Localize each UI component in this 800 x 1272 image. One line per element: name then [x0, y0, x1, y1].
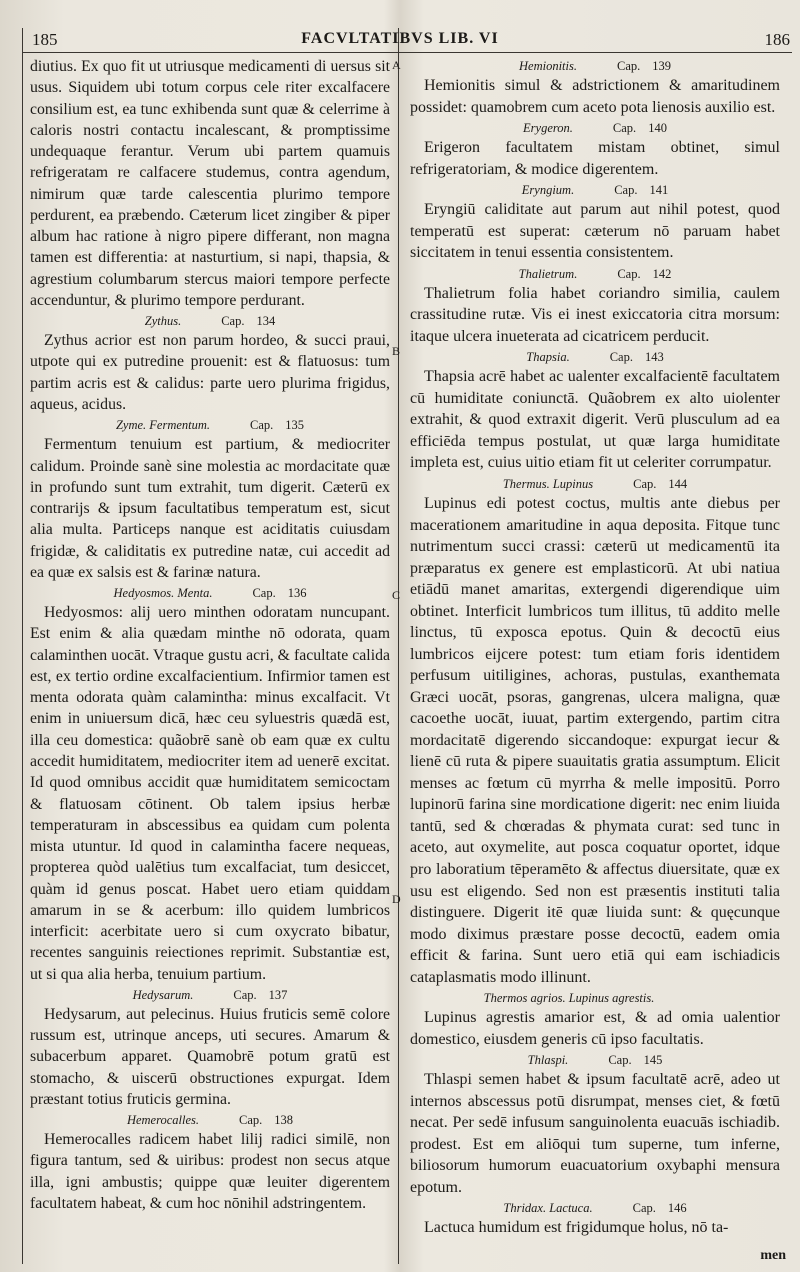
chapter-label: Cap.: [616, 59, 641, 73]
chapter-title: Thermos agrios. Lupinus agrestis.: [483, 991, 655, 1006]
chapter-title: Erygeron.: [523, 121, 573, 136]
chapter-number: 141: [649, 183, 669, 198]
chapter-heading: [30, 416, 390, 434]
margin-letter-a: A: [392, 58, 401, 72]
chapter-label: Cap.: [250, 418, 274, 433]
running-header: [0, 30, 800, 52]
chapter-title: Hedysarum.: [132, 987, 194, 1002]
chapter-title: Eryngium.: [521, 183, 575, 198]
chapter-label: Cap.: [608, 1053, 632, 1068]
chapter-text: Hemerocalles radicem habet lilij radici similē, non figura tantum, sed & uiribus: prodest non secus atque illa, igni ambustis; quippe quæ leuiter digerentem facultatem habeat, & cum hoc nōnihil adstringentem.: [30, 1131, 390, 1213]
chapter-label: Cap.: [617, 266, 641, 281]
chapter-number: 134: [256, 314, 276, 329]
chapter-number: 140: [648, 121, 667, 136]
chapter-text: Thlaspi semen habet & ipsum facultatē acrē, adeo ut internos abscessus potū disrumpat, menses ciet, & fœtū necat. Per sedē infusum sanguinolenta euacuās ischiadib. prodest. Est em aliōqui tum superne, tum inferne, biliosorum humorum euacuatorium oxybaphi mensura epotum.: [410, 1071, 780, 1196]
chapter-title: Zyme. Fermentum.: [115, 418, 211, 433]
chapter-number: 144: [668, 476, 688, 491]
chapter-text: Hedyosmos: alij uero minthen odoratam nuncupant. Est enim & alia quædam minthe nō odorata, quam calaminthen uocāt. Vtraque gustu acri, & facultate calida est, ex tertio ordine excalfacientium. Infirmior tamen est menta odorata quàm calamintha: minus excalfacit. Vt enim in uniuersum dicā, hæc ceu syluestris quædā est, illa ceu domestica: quãobrē sanè ob eam quæ ex cultu accedit humiditatem, mediocriter item ad uenerē excitat. Id quod omnibus accidit quæ humiditatem semicoctam & flatuosam cōtinent. Ob talem ipsius herbæ temperaturam in abscessibus ea quidam cum polenta mista utuntur. Id quod in calamintha facere nequeas, propterea quòd ualētius tum excalfaciat, tum desiccet, quàm id genus poscat. Habet uero etiam quiddam amarum in se & acerbum: illo quidem lumbricos interficit: acerbitate uero si cum oxycrato bibatur, recentes sanguinis reiectiones reprimit. Substantiæ est, ut si qua alia herba, tenuium partium.: [30, 604, 390, 983]
chapter-title: Zythus.: [144, 314, 182, 329]
left-page-number: 185: [32, 30, 58, 49]
chapter-title: Thridax. Lactuca.: [503, 1201, 593, 1216]
chapter-label: Cap.: [221, 314, 245, 329]
chapter-title: Hemionitis.: [519, 59, 577, 73]
left-border-rule: [22, 28, 23, 1264]
chapter-text: Erigeron facultatem mistam obtinet, simul refrigeratoriam, & modice digerentem.: [410, 139, 780, 178]
margin-letter-d: D: [392, 892, 401, 906]
chapter-heading: [410, 1199, 780, 1217]
continuation-text: diutius. Ex quo fit ut utriusque medicamenti di uersus sit usus. Siquidem ubi totum corpus cele riter excalfacere consilium est, ea tunc exhibenda sunt quæ & celerrime à caloris nostri contactu incalescant, & promptissime undequaque ferantur. Verum ubi partem quamuis refrigeratam re calfacere studemus, contra agendum, nimirum quæ tarde calescentia plurimo tempore perdurent, ea præbendo. Cæterum licet zingiber & piper album hac ratione à nigro pipere differant, non magna tamen est differentia: at nasturtium, si napi, thapsia, & agrestium columbarum stercus maiori tempore perfecte accenduntur, & plurimo tempore perdurant.: [30, 58, 390, 309]
chapter-text: Lactuca humidum est frigidumque holus, nō ta-: [424, 1219, 729, 1237]
chapter-text: Hemionitis simul & adstrictionem & amaritudinem possidet: quamobrem cum aceto pota lienosis auxilio est.: [410, 77, 780, 116]
right-entries: [410, 57, 780, 1239]
chapter-heading: [30, 312, 390, 330]
chapter-text: Fermentum tenuium est partium, & mediocriter calidum. Proinde sanè sine molestia ac mordacitate quæ in profundo sunt tum extrahit, tum digerit. Cæterū ex contrarijs & ipsum facultatibus temperatum est, sicut alia multa. Particeps nanque est aciditatis cuiusdam frigidæ, & caliditatis ex putredine natæ, cui accedit ad ea quæ ex salsis est & farinæ natura.: [30, 436, 390, 581]
chapter-title: Thapsia.: [526, 350, 570, 365]
chapter-heading: [30, 1111, 390, 1129]
chapter-text: Hedysarum, aut pelecinus. Huius fruticis semē colore russum est, utrinque anceps, uti secures. Amarum & subacerbum apparet. Quamobrē potum gratū est stomacho, & uiscerū obstructiones expurgat. Idem præstant totius fruticis germina.: [30, 1005, 390, 1108]
chapter-label: Cap.: [609, 350, 633, 365]
chapter-label: Cap.: [632, 1201, 656, 1216]
chapter-label: Cap.: [633, 476, 657, 491]
chapter-number: 143: [644, 350, 664, 365]
header-rule: [22, 52, 792, 53]
chapter-number: 138: [274, 1113, 294, 1128]
chapter-label: Cap.: [233, 987, 257, 1002]
right-page-number: 186: [764, 30, 790, 49]
left-entries: [30, 312, 390, 1214]
chapter-heading: [410, 348, 780, 366]
chapter-heading: [30, 584, 390, 602]
chapter-heading: [410, 475, 780, 493]
chapter-text: Eryngiū caliditate aut parum aut nihil potest, quod temperatū est superat: cæterum nō paruam habet siccitatem in tenui essentia consistentem.: [410, 201, 780, 262]
chapter-title: Thermus. Lupinus: [502, 476, 594, 491]
chapter-heading: [410, 181, 780, 199]
column-divider-rule: [398, 28, 399, 1264]
chapter-heading: [410, 989, 780, 1007]
chapter-text: Zythus acrior est non parum hordeo, & succi praui, utpote qui ex putredine prouenit: est & flatuosus: tum partim acris est & calidus: parte uero plurima frigidus, aqueus, acidus.: [30, 332, 390, 413]
chapter-heading: [30, 986, 390, 1004]
chapter-title: Thlaspi.: [527, 1053, 569, 1068]
chapter-text: Thalietrum folia habet coriandro similia, caulem crassitudine rutæ. Vis ei inest exiccatoria citra morsum: itaque ulcera inueterata ad cicatricem perducit.: [410, 284, 780, 345]
right-column: [410, 56, 780, 1240]
chapter-title: Hemerocalles.: [126, 1113, 200, 1128]
chapter-label: Cap.: [239, 1113, 263, 1128]
chapter-heading: [410, 57, 780, 75]
chapter-text: Lupinus agrestis amarior est, & ad omia ualentior domestico, eiusdem generis cū ipso facultatis.: [410, 1009, 780, 1048]
catchword: men: [760, 1248, 786, 1263]
chapter-label: Cap.: [612, 121, 637, 136]
left-column: [30, 56, 390, 1215]
chapter-heading: [410, 1051, 780, 1069]
chapter-text: Thapsia acrē habet ac ualenter excalfacientē facultatem cū humiditate coniunctā. Quãobrem ex alto uiolenter extrahit, & quod extraxit digerit. Verū plusculum ad ea efficiēda tempus postulat, ut quæ larga humiditate impleta est, cuius uitio etiam fit ut celeriter corrumpatur.: [410, 368, 780, 472]
margin-letter-c: C: [392, 588, 401, 602]
chapter-label: Cap.: [252, 586, 276, 601]
chapter-heading: [410, 119, 780, 137]
chapter-number: 135: [285, 418, 305, 433]
chapter-number: 146: [667, 1201, 687, 1216]
chapter-heading: [410, 265, 780, 283]
chapter-label: Cap.: [614, 183, 638, 198]
margin-letter-b: B: [392, 344, 401, 358]
running-title: FACVLTATIBVS LIB. VI: [301, 30, 499, 47]
chapter-text: Lupinus edi potest coctus, multis ante diebus per macerationem amaritudine in aqua deposita. Fitque tunc nutrimentum succi crassi: cæterū ut medicamentū ita præparatus ex genere est emplasticorū. At ubi natiua etiādū manet amaritas, extergendi digerendique uim obtinet. Interficit lumbricos tum illitus, tū addito melle linctus, tū exposca epotus. Quin & decoctū eius lumbricos eijcere potest: tum etiam foris identidem perfusum uitiligines, achoras, pustulas, exanthemata Græci uocāt, psoras, gangrenas, ulcera maligna, quæ cacoethe uocāt, iuuat, partim extergendo, partim citra mordacitatē digerendo siccandoque: expurgat iecur & lienē cū ruta & pipere suauitatis gratia assumptum. Elicit menses ac fœtum cū myrrha & melle impositū. Porro lupinorū farina sine mordicatione digerit: nec enim liuida tantū, sed & chœradas & phymata curat: sed tunc in aceto, aut oxymelite, aut posca coquatur oportet, idque pro laboratium tēperamēto & affectus diuersitate, quæ ex usu est eligendo. Sed non est præsentis instituti talia distinguere. Digerit itē quæ liuida sunt: & quęcunque modo diximus præstare posse decoctū, eadem omia efficit & farina. Sunt uero etiā qui eam ischiadicis cataplasmatis modo illinunt.: [410, 494, 780, 986]
chapter-title: Thalietrum.: [518, 266, 578, 281]
chapter-number: 136: [287, 586, 307, 601]
chapter-title: Hedyosmos. Menta.: [113, 586, 213, 601]
chapter-number: 137: [268, 987, 288, 1002]
chapter-number: 139: [652, 59, 671, 73]
chapter-number: 142: [652, 266, 672, 281]
chapter-number: 145: [643, 1053, 663, 1068]
